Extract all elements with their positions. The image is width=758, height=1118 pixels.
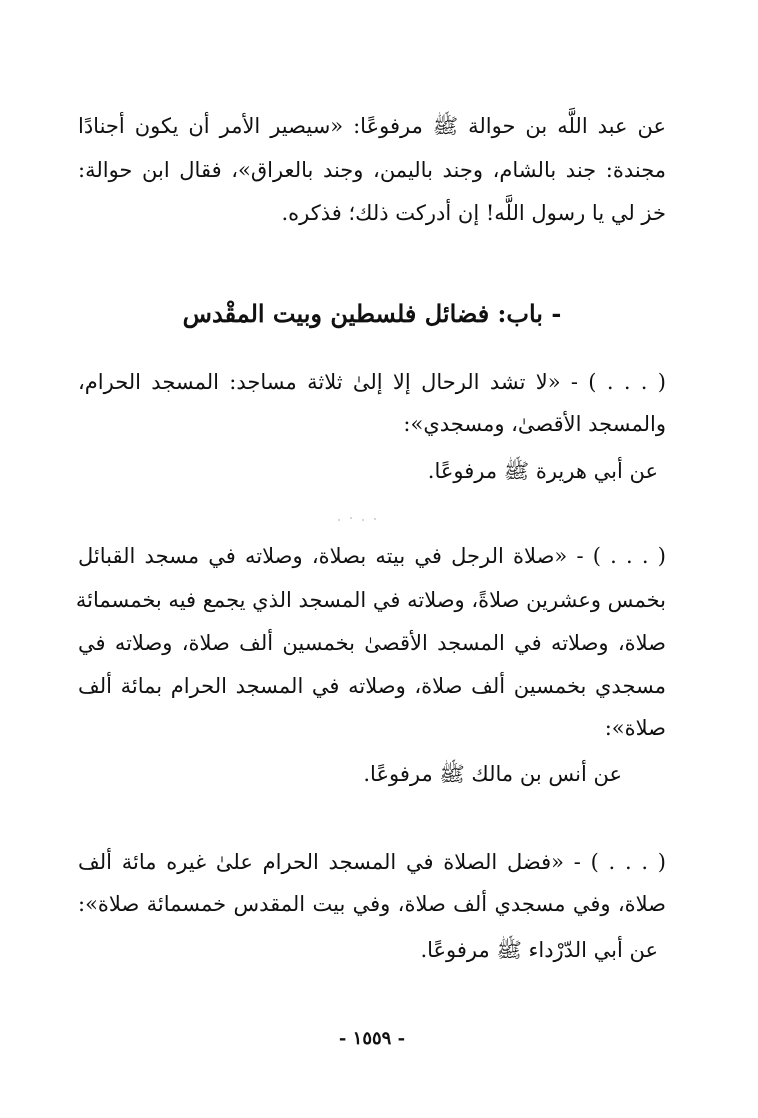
paragraph-line: خز لي يا رسول اللَّه! إن أدركت ذلك؛ فذكره. bbox=[281, 201, 666, 225]
hadith-line: صلاة»: bbox=[604, 716, 666, 740]
section-heading: - باب: فضائل فلسطين وبيت المقْدس bbox=[182, 299, 562, 328]
hadith-line: صلاة، وفي مسجدي ألف صلاة، وفي بيت المقدس خمسمائة صلاة»: bbox=[78, 892, 666, 916]
hadith-line: ( . . . ) - «صلاة الرجل في بيته بصلاة، وصلاته في مسجد القبائل bbox=[78, 544, 666, 568]
hadith-narrator: عن أبي الدّرْداء ﷺ مرفوعًا. bbox=[420, 938, 658, 962]
book-page bbox=[75, 0, 666, 1118]
hadith-line: صلاة، وصلاته في المسجد الأقصىٰ بخمسين ألف صلاة، وصلاته في bbox=[78, 631, 666, 655]
hadith-line: مسجدي بخمسين ألف صلاة، وصلاته في المسجد الحرام بمائة ألف bbox=[78, 674, 666, 698]
hadith-narrator: عن أنس بن مالك ﷺ مرفوعًا. bbox=[363, 762, 622, 786]
hadith-line: والمسجد الأقصىٰ، ومسجدي»: bbox=[403, 412, 666, 436]
hadith-line: ( . . . ) - «لا تشد الرحال إلا إلىٰ ثلاثة مساجد: المسجد الحرام، bbox=[78, 370, 666, 394]
page-number: - ١٥٥٩ - bbox=[338, 1028, 406, 1049]
hadith-narrator: عن أبي هريرة ﷺ مرفوعًا. bbox=[427, 459, 658, 483]
paragraph-line: مجندة: جند بالشام، وجند باليمن، وجند بالعراق»، فقال ابن حوالة: bbox=[78, 158, 666, 182]
paragraph-line: عن عبد اللَّه بن حوالة ﷺ مرفوعًا: «سيصير الأمر أن يكون أجنادًا bbox=[78, 114, 666, 138]
hadith-line: بخمس وعشرين صلاةً، وصلاته في المسجد الذي يجمع فيه بخمسمائة bbox=[75, 588, 666, 612]
hadith-line: ( . . . ) - «فضل الصلاة في المسجد الحرام علىٰ غيره مائة ألف bbox=[78, 850, 666, 874]
scan-speckles bbox=[330, 516, 378, 522]
